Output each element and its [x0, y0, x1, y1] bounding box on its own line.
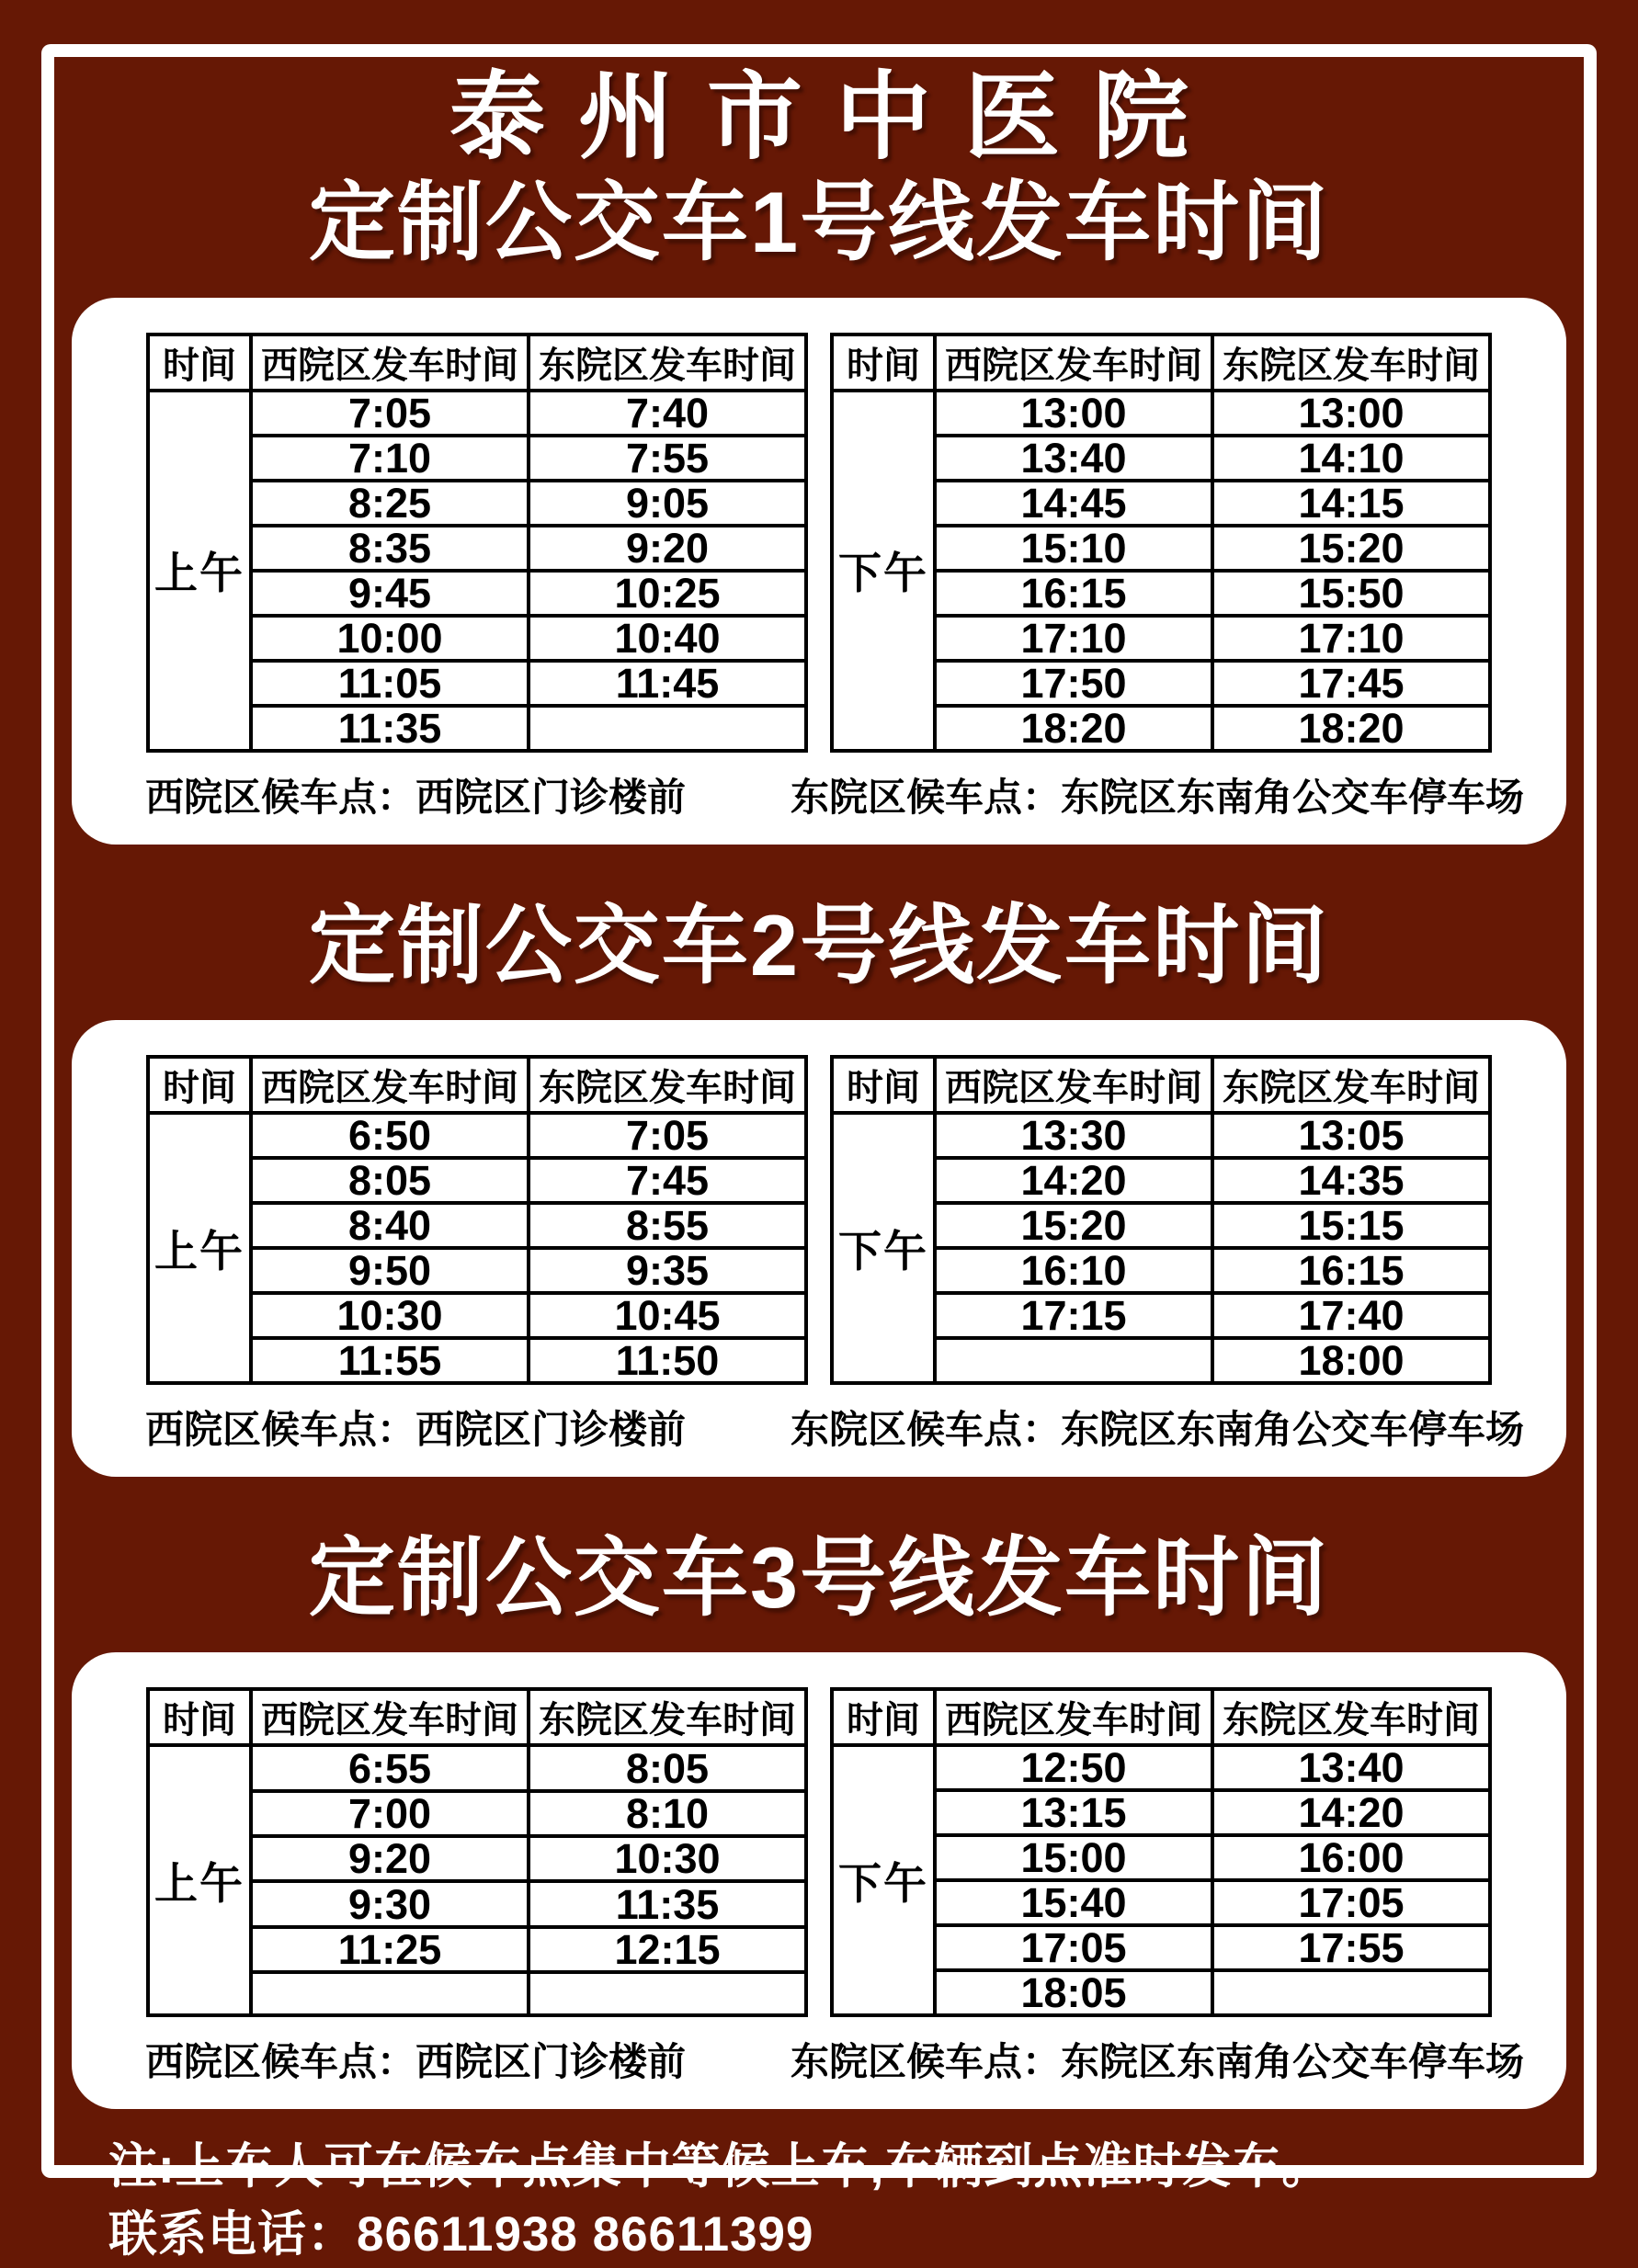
time-cell: 10:30 [529, 1836, 806, 1881]
line3-afternoon-table [830, 1687, 1492, 2017]
line2-tables [72, 1055, 1566, 1385]
header-cell: 西院区发车时间 [935, 335, 1212, 391]
time-cell: 13:00 [1212, 391, 1490, 436]
west-stop-note: 西院区候车点：西院区门诊楼前 [145, 2040, 687, 2084]
time-cell: 16:15 [1212, 1248, 1490, 1293]
period-cell: 下午 [832, 391, 935, 751]
time-cell: 14:35 [1212, 1158, 1490, 1203]
time-cell: 8:25 [251, 481, 529, 526]
header-cell: 东院区发车时间 [529, 1057, 806, 1113]
time-cell: 9:50 [251, 1248, 529, 1293]
time-cell [1212, 1970, 1490, 2015]
line1-afternoon-table [830, 333, 1492, 753]
line3-stop-notes [72, 2032, 1566, 2087]
header-cell: 东院区发车时间 [1212, 1057, 1490, 1113]
header-cell: 西院区发车时间 [935, 1689, 1212, 1745]
time-cell: 9:20 [529, 526, 806, 571]
time-cell: 15:50 [1212, 571, 1490, 616]
time-cell: 12:50 [935, 1745, 1212, 1790]
time-cell [529, 706, 806, 751]
time-cell: 14:10 [1212, 436, 1490, 481]
contact-phone: 联系电话：86611938 86611399 [108, 2206, 814, 2262]
time-cell: 9:35 [529, 1248, 806, 1293]
line2-card [72, 1020, 1566, 1477]
header-cell: 时间 [148, 1057, 251, 1113]
time-cell: 16:00 [1212, 1835, 1490, 1880]
time-cell: 11:35 [529, 1881, 806, 1926]
time-cell: 18:00 [1212, 1338, 1490, 1383]
time-cell: 15:00 [935, 1835, 1212, 1880]
time-cell: 7:40 [529, 391, 806, 436]
line3-card [72, 1652, 1566, 2109]
header-cell: 时间 [832, 335, 935, 391]
time-cell: 15:20 [935, 1203, 1212, 1248]
header-cell: 时间 [832, 1689, 935, 1745]
table-row [832, 1113, 1490, 1158]
time-cell [251, 1972, 529, 2015]
time-cell: 7:05 [529, 1113, 806, 1158]
header-cell: 时间 [148, 1689, 251, 1745]
line2-stop-notes [72, 1400, 1566, 1455]
time-cell: 11:35 [251, 706, 529, 751]
table-row [148, 1113, 806, 1158]
time-cell: 14:15 [1212, 481, 1490, 526]
time-cell: 8:10 [529, 1791, 806, 1836]
header-cell: 东院区发车时间 [1212, 1689, 1490, 1745]
time-cell: 8:35 [251, 526, 529, 571]
time-cell: 17:55 [1212, 1925, 1490, 1970]
period-cell: 下午 [832, 1745, 935, 2015]
time-cell: 17:45 [1212, 661, 1490, 706]
period-cell: 下午 [832, 1113, 935, 1383]
time-cell: 11:45 [529, 661, 806, 706]
line1-title: 定制公交车1号线发车时间 [308, 174, 1330, 271]
time-cell: 10:30 [251, 1293, 529, 1338]
time-cell: 14:45 [935, 481, 1212, 526]
time-cell: 17:10 [935, 616, 1212, 661]
time-cell: 15:40 [935, 1880, 1212, 1925]
header-cell: 西院区发车时间 [935, 1057, 1212, 1113]
time-cell: 9:30 [251, 1881, 529, 1926]
time-cell: 11:55 [251, 1338, 529, 1383]
west-stop-note: 西院区候车点：西院区门诊楼前 [145, 775, 687, 819]
time-cell: 14:20 [1212, 1790, 1490, 1835]
line2-morning-table [146, 1055, 808, 1385]
time-cell: 15:20 [1212, 526, 1490, 571]
time-cell: 13:15 [935, 1790, 1212, 1835]
time-cell: 10:40 [529, 616, 806, 661]
header-cell: 西院区发车时间 [251, 335, 529, 391]
time-cell: 8:55 [529, 1203, 806, 1248]
time-cell: 10:45 [529, 1293, 806, 1338]
time-cell: 13:05 [1212, 1113, 1490, 1158]
time-cell: 15:15 [1212, 1203, 1490, 1248]
hospital-title: 泰州市中医院 [449, 64, 1222, 171]
line3-morning-table [146, 1687, 808, 2017]
time-cell: 9:45 [251, 571, 529, 616]
time-cell: 16:15 [935, 571, 1212, 616]
time-cell: 17:10 [1212, 616, 1490, 661]
time-cell: 17:05 [1212, 1880, 1490, 1925]
time-cell: 15:10 [935, 526, 1212, 571]
time-cell: 18:05 [935, 1970, 1212, 2015]
line3-title: 定制公交车3号线发车时间 [308, 1529, 1330, 1627]
time-cell: 7:55 [529, 436, 806, 481]
time-cell: 12:15 [529, 1927, 806, 1972]
time-cell: 9:20 [251, 1836, 529, 1881]
table-row [832, 1745, 1490, 1790]
line1-morning-table [146, 333, 808, 753]
header-cell: 东院区发车时间 [529, 335, 806, 391]
line1-card [72, 298, 1566, 845]
time-cell: 6:50 [251, 1113, 529, 1158]
time-cell: 9:05 [529, 481, 806, 526]
time-cell: 8:40 [251, 1203, 529, 1248]
time-cell: 7:45 [529, 1158, 806, 1203]
footer-notes [66, 2109, 1572, 2267]
table-row [148, 391, 806, 436]
line1-stop-notes [72, 767, 1566, 822]
header-cell: 时间 [148, 335, 251, 391]
time-cell: 13:30 [935, 1113, 1212, 1158]
time-cell [529, 1972, 806, 2015]
time-cell: 11:25 [251, 1927, 529, 1972]
header-cell: 西院区发车时间 [251, 1057, 529, 1113]
header-cell: 东院区发车时间 [529, 1689, 806, 1745]
west-stop-note: 西院区候车点：西院区门诊楼前 [145, 1408, 687, 1452]
time-cell: 10:00 [251, 616, 529, 661]
time-cell: 13:00 [935, 391, 1212, 436]
time-cell [935, 1338, 1212, 1383]
period-cell: 上午 [148, 1113, 251, 1383]
time-cell: 13:40 [1212, 1745, 1490, 1790]
time-cell: 7:10 [251, 436, 529, 481]
time-cell: 17:40 [1212, 1293, 1490, 1338]
header-cell: 时间 [832, 1057, 935, 1113]
time-cell: 7:05 [251, 391, 529, 436]
time-cell: 17:15 [935, 1293, 1212, 1338]
line1-tables [72, 333, 1566, 753]
time-cell: 13:40 [935, 436, 1212, 481]
time-cell: 10:25 [529, 571, 806, 616]
east-stop-note: 东院区候车点：东院区东南角公交车停车场 [791, 2040, 1525, 2084]
time-cell: 6:55 [251, 1745, 529, 1790]
table-row [832, 391, 1490, 436]
header-cell: 西院区发车时间 [251, 1689, 529, 1745]
time-cell: 18:20 [935, 706, 1212, 751]
time-cell: 17:50 [935, 661, 1212, 706]
time-cell: 11:50 [529, 1338, 806, 1383]
period-cell: 上午 [148, 1745, 251, 2015]
time-cell: 8:05 [529, 1745, 806, 1790]
east-stop-note: 东院区候车点：东院区东南角公交车停车场 [791, 1408, 1525, 1452]
table-row [148, 1745, 806, 1790]
header-cell: 东院区发车时间 [1212, 335, 1490, 391]
boarding-note: 注:上车人可在候车点集中等候上车,车辆到点准时发车。 [108, 2139, 1332, 2194]
line2-title: 定制公交车2号线发车时间 [308, 896, 1330, 993]
time-cell: 18:20 [1212, 706, 1490, 751]
east-stop-note: 东院区候车点：东院区东南角公交车停车场 [791, 775, 1525, 819]
time-cell: 17:05 [935, 1925, 1212, 1970]
time-cell: 7:00 [251, 1791, 529, 1836]
period-cell: 上午 [148, 391, 251, 751]
time-cell: 11:05 [251, 661, 529, 706]
line3-tables [72, 1687, 1566, 2017]
time-cell: 16:10 [935, 1248, 1212, 1293]
line2-afternoon-table [830, 1055, 1492, 1385]
time-cell: 14:20 [935, 1158, 1212, 1203]
time-cell: 8:05 [251, 1158, 529, 1203]
